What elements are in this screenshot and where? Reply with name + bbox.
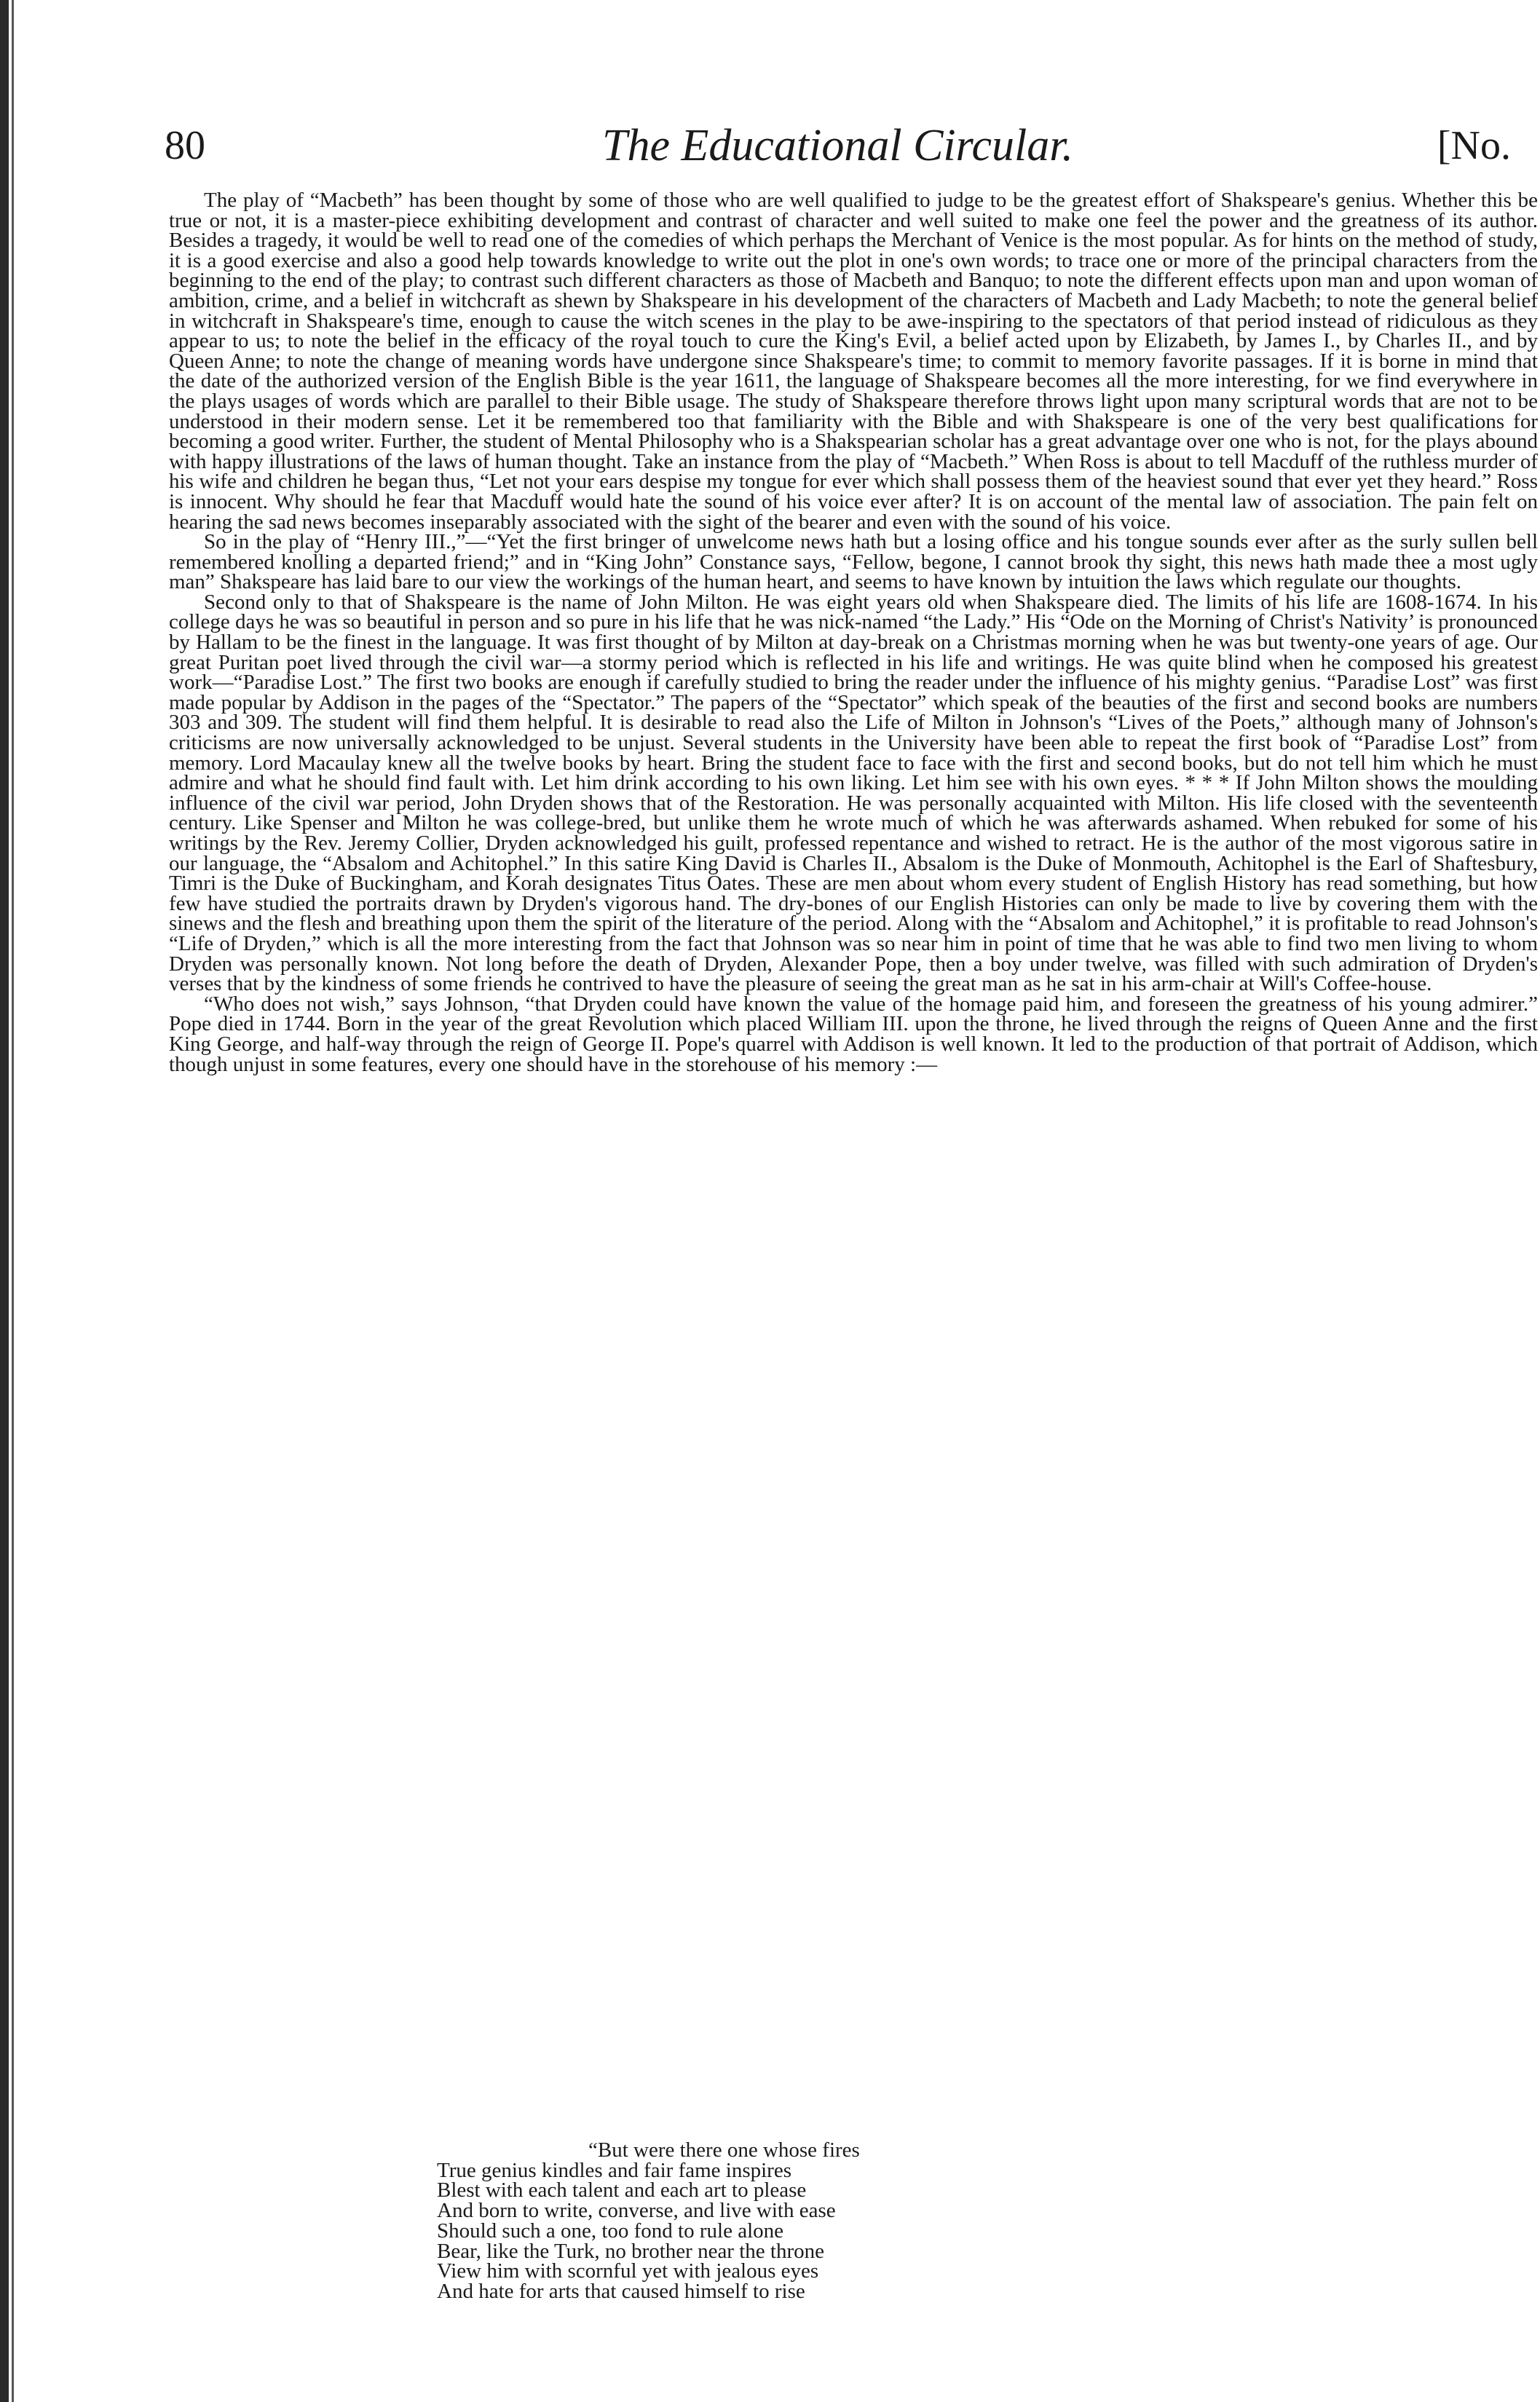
poem-line: Bear, like the Turk, no brother near the throne: [437, 2239, 824, 2263]
paragraph-henry: So in the play of “Henry III.,”—“Yet the first bringer of unwelcome news hath but a losing office and his tongue sounds ever after as the surly sullen bell remembered knolling a departed friend;” and in “King John” Constance says, “Fellow, begone, I cannot brook thy sight, this news hath made thee a most ugly man” Shakspeare has laid bare to our view the workings of the human heart, and seems to have known by intuition the laws which regulate our thoughts.: [169, 530, 1538, 594]
poem-line: “But were there one whose fires: [588, 2138, 860, 2162]
poem-line: And hate for arts that caused himself to rise: [437, 2279, 805, 2303]
page-header: [165, 116, 1511, 175]
paragraph-milton-dryden: Second only to that of Shakspeare is the name of John Milton. He was eight years old when Shakspeare died. The limits of his life are 1608-1674. In his college days he was so beautiful in person and so pure in his life that he was nick-named “the Lady.” His “Ode on the Morning of Christ's Nativity’ is pronounced by Hallam to be the finest in the language. It was first thought of by Milton at day-break on a Christmas morning when he was but twenty-one years of age. Our great Puritan poet lived through the civil war—a stormy period which is reflected in his life and writings. He was quite blind when he composed his greatest work—“Paradise Lost.” The first two books are enough if carefully studied to bring the reader under the influence of his mighty genius. “Paradise Lost” was first made popular by Addison in the pages of the “Spectator.” The papers of the “Spectator” which speak of the beauties of the first and second books are numbers 303 and 309. The student will find them helpful. It is desirable to read also the Life of Milton in Johnson's “Lives of the Poets,” although many of Johnson's criticisms are now universally acknowledged to be unjust. Several students in the University have been able to repeat the first book of “Paradise Lost” from memory. Lord Macaulay knew all the twelve books by heart. Bring the student face to face with the first and second books, but do not tell him which he must admire and what he should find fault with. Let him drink according to his own liking. Let him see with his own eyes. * * * If John Milton shows the moulding influence of the civil war period, John Dryden shows that of the Restoration. He was personally acquainted with Milton. His life closed with the seventeenth century. Like Spenser and Milton he was college-bred, but unlike them he wrote much of which he was afterwards ashamed. When rebuked for some of his writings by the Rev. Jeremy Collier, Dryden acknowledged his guilt, professed repentance and wished to retract. He is the author of the most vigorous satire in our language, the “Absalom and Achitophel.” In this satire King David is Charles II., Absalom is the Duke of Monmouth, Achitophel is the Earl of Shaftesbury, Timri is the Duke of Buckingham, and Korah designates Titus Oates. These are men about whom every student of English History has read something, but how few have studied the portraits drawn by Dryden's vigorous hand. The dry-bones of our English Histories can only be made to live by covering them with the sinews and the flesh and breathing upon them the spirit of the literature of the period. Along with the “Absalom and Achitophel,” it is profitable to read Johnson's “Life of Dryden,” which is all the more interesting from the fact that Johnson was so near him in point of time that he was able to find two men living to whom Dryden was personally known. Not long before the death of Dryden, Alexander Pope, then a boy under twelve, was filled with such admiration of Dryden's verses that by the kindness of some friends he contrived to have the pleasure of seeing the great man as he sat in his arm-chair at Will's Coffee-house.: [169, 590, 1538, 996]
paragraph-pope: “Who does not wish,” says Johnson, “that Dryden could have known the value of the homage paid him, and foreseen the greatness of his young admirer.” Pope died in 1744. Born in the year of the great Revolution which placed William III. upon the throne, he lived through the reigns of Queen Anne and the first King George, and half-way through the reign of George II. Pope's quarrel with Addison is well known. It led to the production of that portrait of Addison, which though unjust in some features, every one should have in the storehouse of his memory :—: [169, 992, 1538, 1076]
issue-label: [No.: [1437, 123, 1511, 168]
paragraph-macbeth: The play of “Macbeth” has been thought by some of those who are well qualified to judge to be the greatest effort of Shakspeare's genius. Whether this be true or not, it is a master-piece exhibiting development and contrast of character and well suited to make one feel the power and the greatness of its author. Besides a tragedy, it would be well to read one of the comedies of which perhaps the Merchant of Venice is the most popular. As for hints on the method of study, it is a good exercise and also a good help towards knowledge to write out the plot in one's own words; to trace one or more of the principal characters from the beginning to the end of the play; to contrast such different characters as those of Macbeth and Banquo; to note the different effects upon man and upon woman of ambition, crime, and a belief in witchcraft as shewn by Shakspeare in his development of the characters of Macbeth and Lady Macbeth; to note the general belief in witchcraft in Shakspeare's time, enough to cause the witch scenes in the play to be awe-inspiring to the spectators of that period instead of ridiculous as they appear to us; to note the belief in the efficacy of the royal touch to cure the King's Evil, a belief acted upon by Elizabeth, by James I., by Charles II., and by Queen Anne; to note the change of meaning words have undergone since Shakspeare's time; to commit to memory favorite passages. If it is borne in mind that the date of the authorized version of the English Bible is the year 1611, the language of Shakspeare becomes all the more interesting, for we find everywhere in the plays usages of words which are parallel to their Bible usage. The study of Shakspeare therefore throws light upon many scriptural words that are not to be understood in their modern sense. Let it be remembered too that familiarity with the Bible and with Shakspeare is one of the very best qualifications for becoming a good writer. Further, the student of Mental Philosophy who is a Shakspearian scholar has a great advantage over one who is not, for the plays abound with happy illustrations of the laws of human thought. Take an instance from the play of “Macbeth.” When Ross is about to tell Macduff of the ruthless murder of his wife and children he began thus, “Let not your ears despise my tongue for ever which shall possess them of the heaviest sound that ever yet they heard.” Ross is innocent. Why should he fear that Macduff would hate the sound of his voice ever after? It is on account of the mental law of association. The pain felt on hearing the sad news becomes inseparably associated with the sight of the bearer and even with the sound of his voice.: [169, 189, 1538, 534]
scan-binding-line: [12, 0, 14, 2402]
poem-line: And born to write, converse, and live with ease: [437, 2199, 836, 2223]
poem-line: View him with scornful yet with jealous eyes: [437, 2259, 819, 2283]
poem-line: True genius kindles and fair fame inspires: [437, 2158, 791, 2182]
article-body: [169, 191, 1538, 1075]
poem-line: Should such a one, too fond to rule alone: [437, 2219, 783, 2243]
scan-binding-edge: [0, 0, 9, 2402]
poem-line: Blest with each talent and each art to please: [437, 2178, 807, 2203]
poem-quotation: [437, 2138, 1092, 2303]
page-number: 80: [165, 123, 205, 168]
running-title: The Educational Circular.: [602, 121, 1073, 170]
